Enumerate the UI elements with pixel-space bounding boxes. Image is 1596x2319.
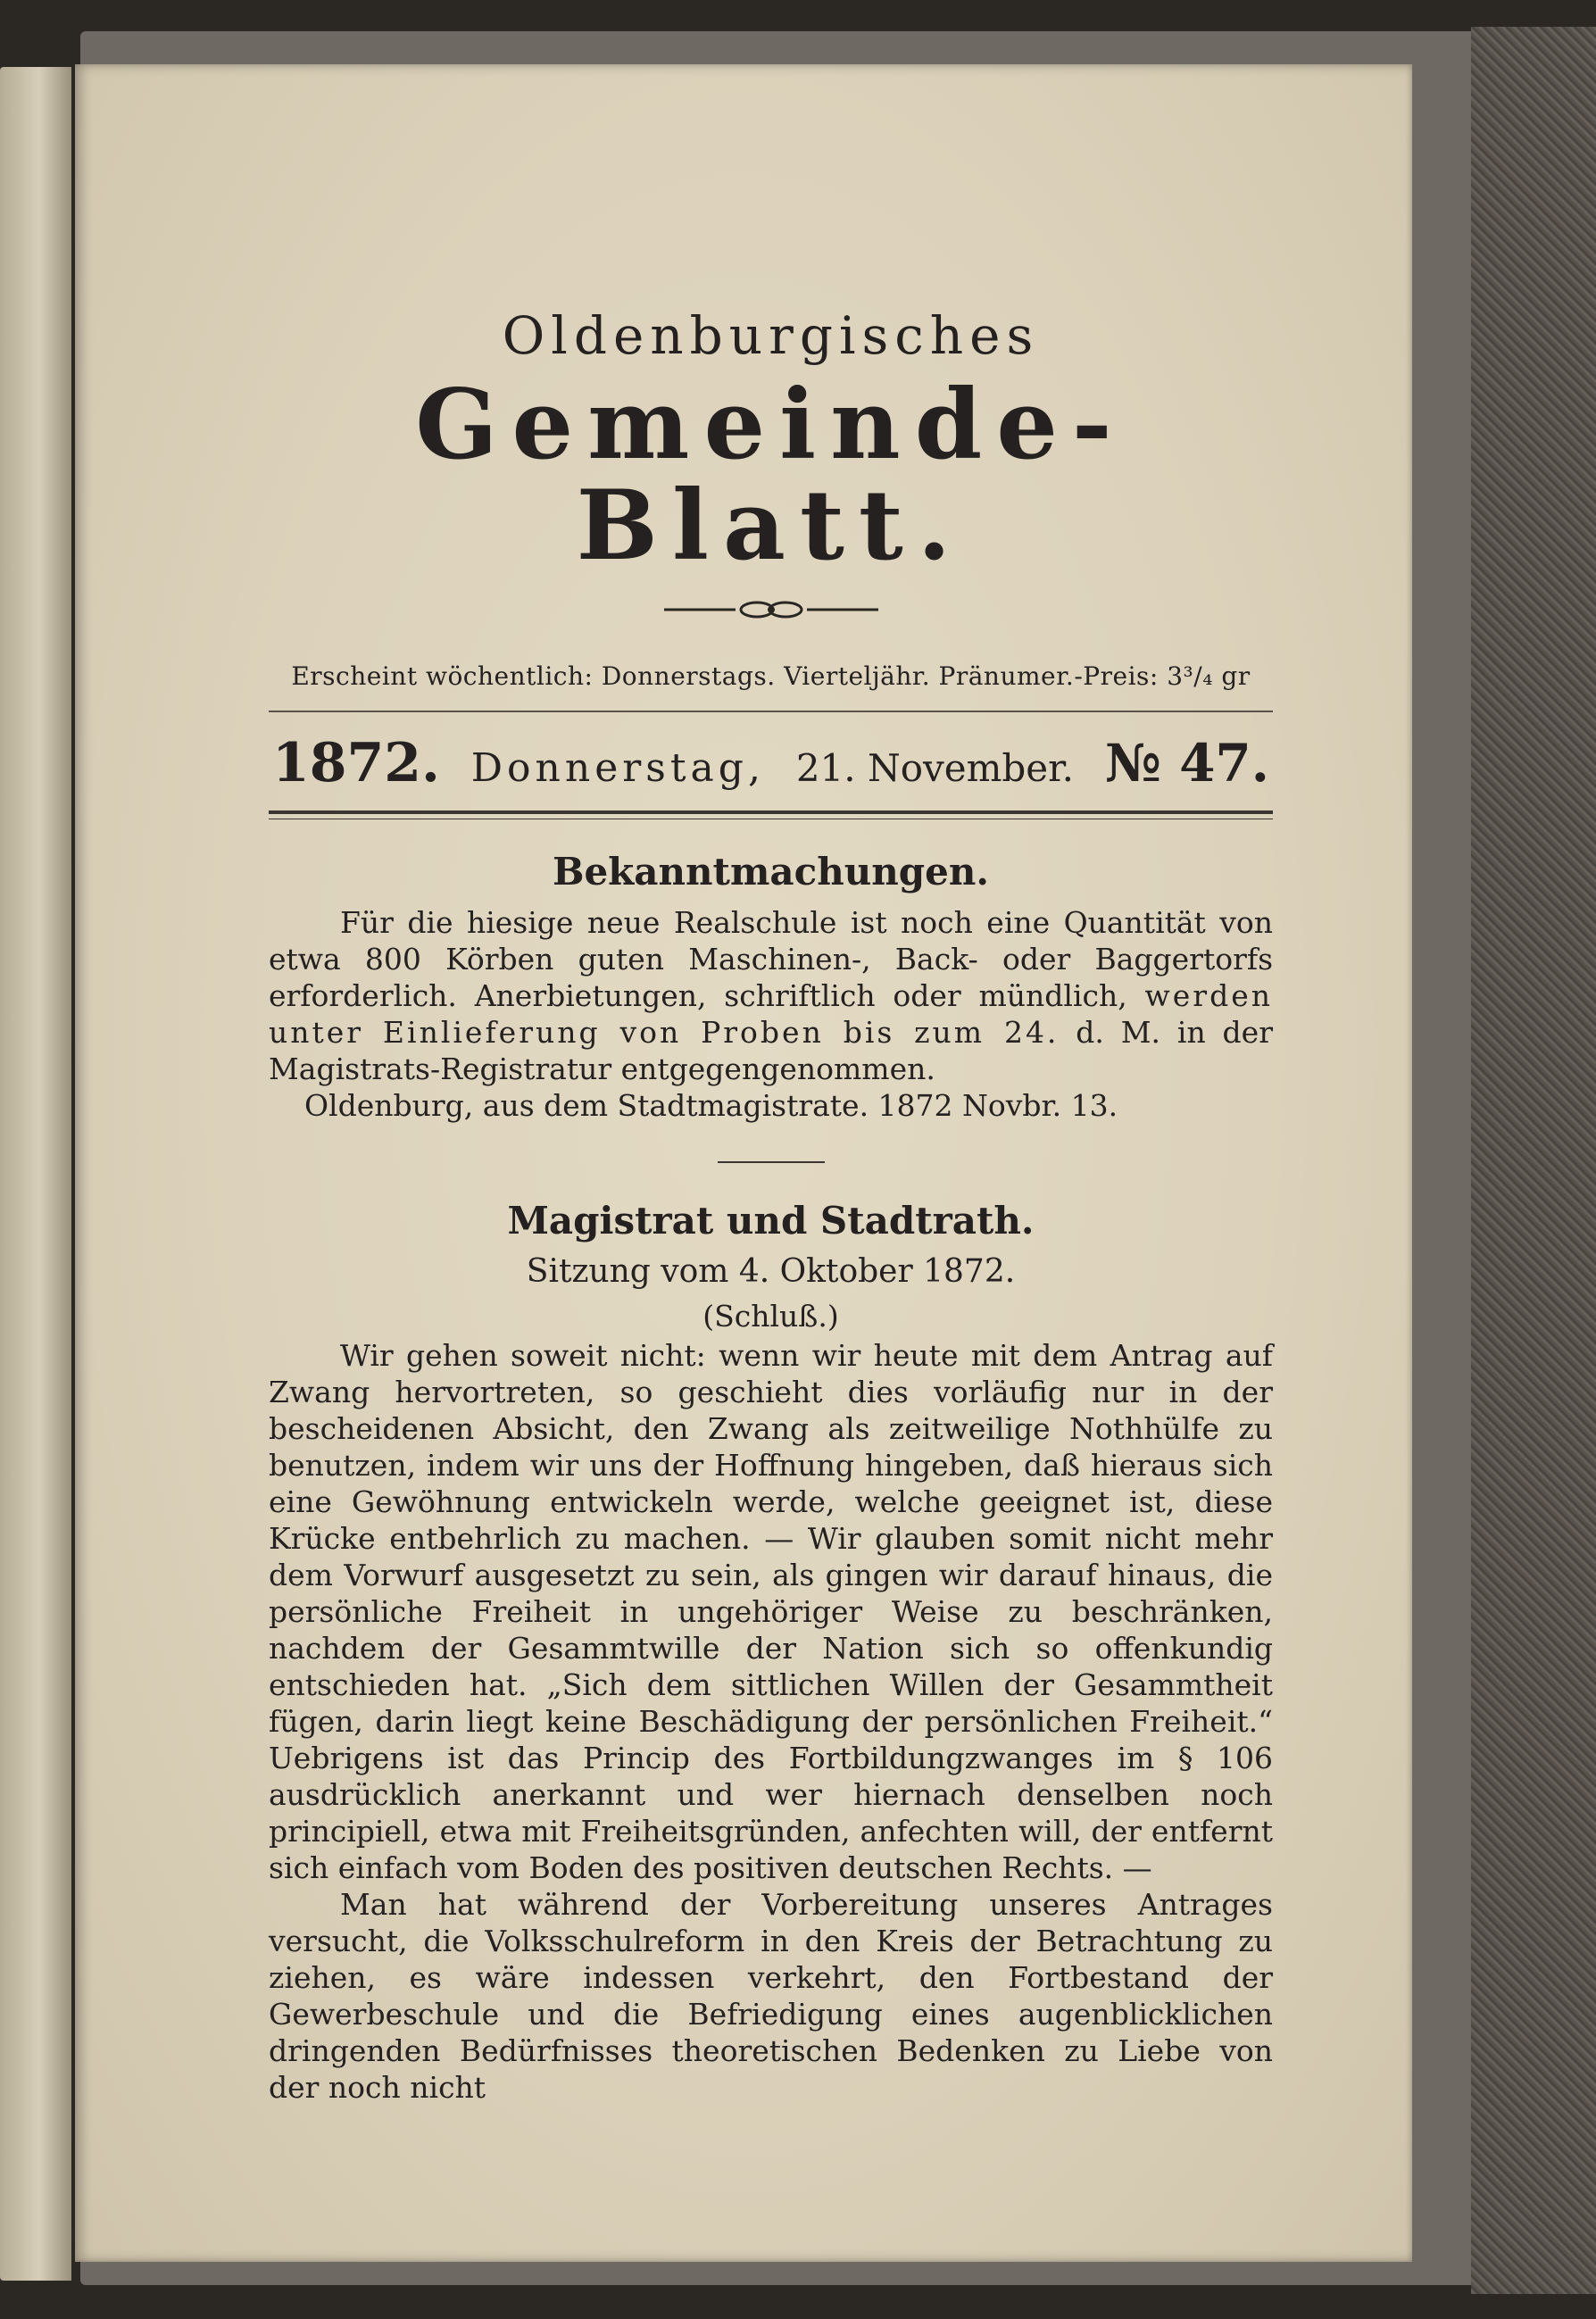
masthead-line-1: Oldenburgisches	[502, 305, 1040, 366]
masthead-title: Gemeinde-Blatt.	[415, 369, 1126, 583]
section-title-announcements: Bekanntmachungen.	[552, 849, 990, 894]
short-rule-divider	[718, 1161, 825, 1163]
announcement-text-b: d. M. in der Magistrats-Registratur entgegengenommen.	[269, 1014, 1273, 1086]
publication-info: Erscheint wöchentlich: Donnerstags. Vierteljähr. Pränumer.-Preis: 3³/₄ gr	[269, 661, 1273, 712]
announcement-paragraph	[269, 904, 1273, 1087]
announcement-text-a: Für die hiesige neue Realschule ist noch eine Quantität von etwa 800 Körben guten Maschinen-, Back- oder Baggertorfs erforderlich. Anerbietungen, schriftlich oder mündlich,	[269, 904, 1273, 1013]
announcement-text-spaced: werden unter Einlieferung von Proben bis zum 24.	[269, 977, 1273, 1050]
double-rule-divider	[269, 810, 1273, 819]
issue-year: 1872.	[272, 731, 440, 794]
session-subtitle: Sitzung vom 4. Oktober 1872.	[526, 1252, 1016, 1290]
body-paragraph-1: Wir gehen soweit nicht: wenn wir heute mit dem Antrag auf Zwang hervortreten, so geschieht dies vorläufig nur in der bescheidenen Absicht, den Zwang als zeitweilige Nothhülfe zu benutzen, indem wir uns der Hoffnung hingeben, daß hieraus sich eine Gewöhnung entwickeln werde, welche geeignet ist, diese Krücke entbehrlich zu machen. — Wir glauben somit nicht mehr dem Vorwurf ausgesetzt zu sein, als gingen wir darauf hinaus, die persönliche Freiheit in ungehöriger Weise zu beschränken, nachdem der Gesammtwille der Nation sich so offenkundig entschieden hat. „Sich dem sittlichen Willen der Gesammtheit fügen, darin liegt keine Beschädigung der persönlichen Freiheit.“ Uebrigens ist das Princip des Fortbildungzwanges im § 106 ausdrücklich anerkannt und wer hiernach denselben noch principiell, etwa mit Freiheitsgründen, anfechten will, der entfernt sich einfach vom Boden des positiven deutschen Rechts. —	[269, 1337, 1273, 1885]
announcement-signature: Oldenburg, aus dem Stadtmagistrate. 1872 Novbr. 13.	[304, 1087, 1118, 1123]
issue-date: 21. November.	[795, 745, 1074, 790]
book-spine	[1471, 27, 1596, 2294]
newspaper-page	[75, 64, 1412, 2262]
dateline	[269, 712, 1273, 810]
section-title-magistrate: Magistrat und Stadtrath.	[507, 1198, 1035, 1243]
left-page-edge	[0, 67, 71, 2281]
body-paragraph-2: Man hat während der Vorbereitung unseres Antrages versucht, die Volksschulreform in den Kreis der Betrachtung zu ziehen, es wäre indessen verkehrt, den Fortbestand der Gewerbeschule und die Befriedigung eines augenblicklichen dringenden Bedürfnisses theoretischen Bedenken zu Liebe von der noch nicht	[269, 1886, 1273, 2105]
issue-number: № 47.	[1104, 732, 1269, 794]
issue-weekday: Donnerstag,	[470, 744, 765, 791]
page-content	[269, 305, 1273, 2106]
ornament-divider-icon	[664, 599, 878, 620]
conclusion-note: (Schluß.)	[702, 1298, 839, 1334]
